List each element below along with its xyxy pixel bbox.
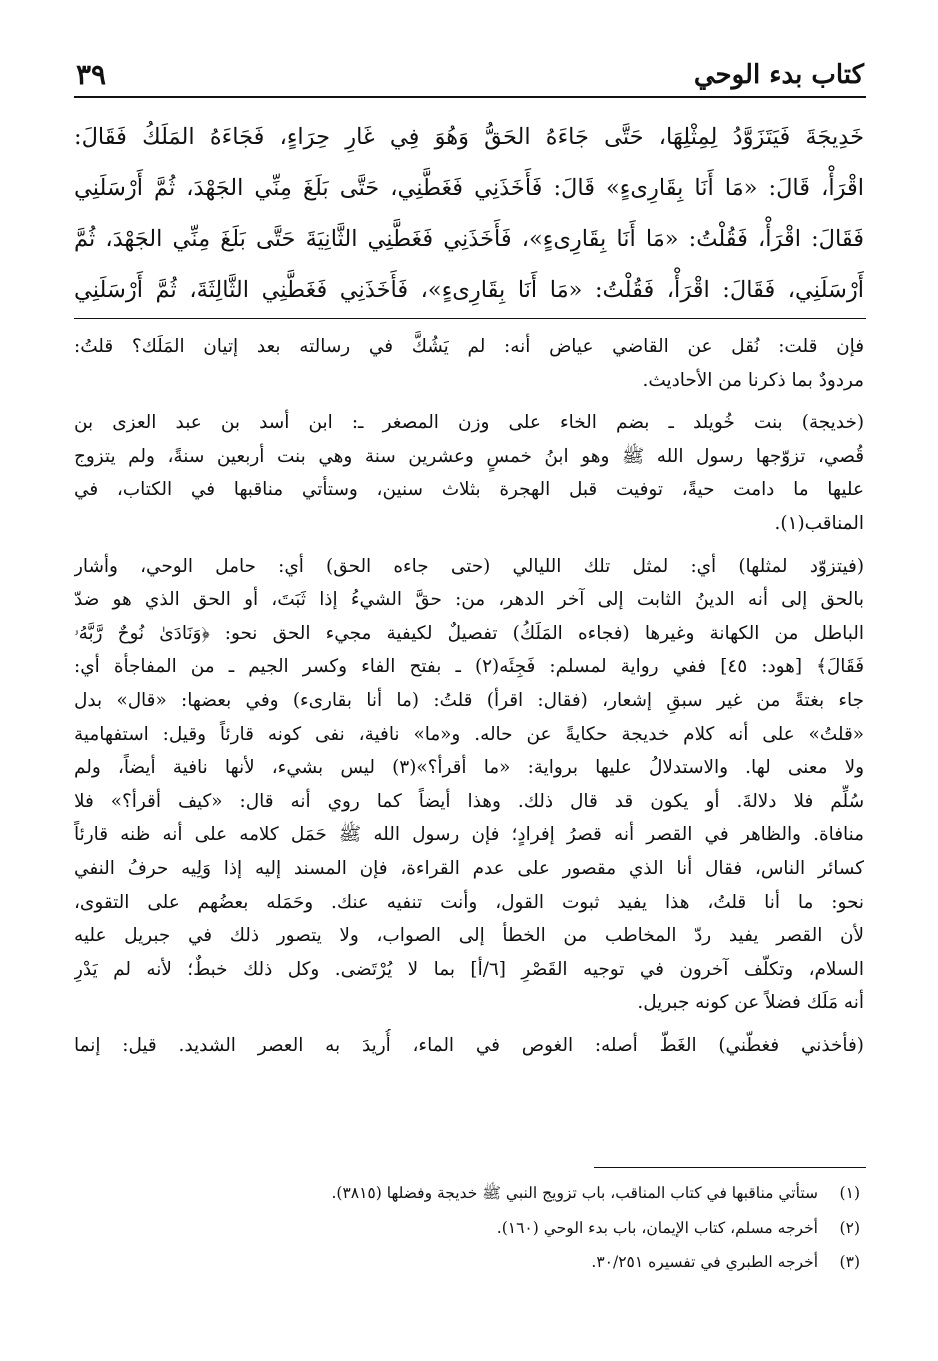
commentary-line: المناقب(١). <box>774 512 864 534</box>
commentary-line: بالحق إلى أنه الدينُ الثابت إلى آخر الدهر، من: حقَّ الشيءُ إذا ثَبَتَ، أو الحق الذي هو ضدّ <box>74 589 864 611</box>
hadith-text <box>74 112 864 316</box>
commentary-line: (فأخذني فغطّني) الغَطّ أصله: الغوص في الماء، أُريدَ به العصر الشديد. قيل: إنما <box>74 1034 864 1056</box>
commentary-line: السلام، وتكلّف آخرون في توجيه القَصْرِ [٦/أ] بما لا يُرْتَضى. وكل ذلك خبطٌ؛ لأنه لم يَدْرِ <box>74 958 864 980</box>
text-commentary-divider <box>74 318 866 319</box>
commentary-line: مردودٌ بما ذكرنا من الأحاديث. <box>642 369 864 391</box>
footnote-divider <box>594 1167 866 1168</box>
commentary-paragraph <box>74 330 864 397</box>
footnote <box>74 1211 860 1246</box>
running-head <box>76 52 864 92</box>
commentary-line: كسائر الناس، فقال أنا الذي مقصور على عدم القراءة، فإن المسند إليه إذا وَلِيه حرفُ النفي <box>74 857 864 879</box>
commentary-line: ولا معنى لها. والاستدلالُ عليها برواية: «ما أقرأ؟»(٣) ليس بشيء، لأنها نافية أيضاً، ولم <box>74 757 864 779</box>
footnote <box>74 1245 860 1280</box>
hadith-line: اقْرَأْ، قَالَ: «مَا أَنَا بِقَارِىءٍ» قَالَ: فَأَخَذَنِي فَغَطَّنِي، حَتَّى بَلَغَ مِنِّي الجَهْدَ، ثُمَّ أَرْسَلَنِي <box>74 175 864 201</box>
footnote-text: ستأتي مناقبها في كتاب المناقب، باب تزويج النبي ﷺ خديجة وفضلها (٣٨١٥). <box>331 1184 818 1202</box>
commentary-line: (خديجة) بنت خُويلد ـ بضم الخاء على وزن المصغر ـ: ابن أسد بن عبد العزى بن <box>74 412 864 434</box>
commentary-paragraph <box>74 406 864 540</box>
commentary-line: الباطل من الكهانة وغيرها (فجاءه المَلَكُ) تفصيلٌ لكيفية مجيء الحق نحو: ﴿وَنَادَىٰ نُوحٌ رَّبَّهُۥ <box>74 622 864 644</box>
commentary-line: فَقَالَ﴾ [هود: ٤٥] ففي رواية لمسلم: فَجِئَه(٢) ـ بفتح الفاء وكسر الجيم ـ من المفاجأة أي: <box>74 656 864 678</box>
commentary <box>74 330 864 1071</box>
commentary-line: منافاة. والظاهر في القصر أنه قصرُ إفرادٍ؛ فإن رسول الله ﷺ حَمَل كلامه على أنه ظنه قارئاً <box>74 824 864 846</box>
commentary-line: أنه مَلَك فضلاً عن كونه جبريل. <box>637 992 864 1014</box>
footnote-number: (١) <box>839 1184 860 1202</box>
footnote-number: (٢) <box>839 1218 860 1237</box>
commentary-line: فإن قلت: نُقل عن القاضي عياض أنه: لم يَشُكَّ في رسالته بعد إتيان المَلَك؟ قلتُ: <box>74 336 864 357</box>
hadith-line: أَرْسَلَنِي، فَقَالَ: اقْرَأْ، فَقُلْتُ: «مَا أَنَا بِقَارِىءٍ»، فَأَخَذَنِي فَغَطَّنِي الثَّالِثَةَ، ثُمَّ أَرْسَلَنِي <box>74 277 864 303</box>
commentary-line: لأن القصر يفيد ردّ المخاطب من الخطأ إلى الصواب، ولا يتصور ذلك في جبريل عليه <box>74 925 864 947</box>
commentary-line: «قلتُ» على أنه كلام خديجة حكايةً عن حاله. و«ما» نافية، نفى كونه قارئاً وقيل: استفهامية <box>74 723 864 745</box>
commentary-line: نحو: ما أنا قلتُ، هذا يفيد ثبوت القول، وأنت تنفيه عنك. وحَمَله بعضُهم على التقوى، <box>74 891 864 913</box>
commentary-line: جاء بغتةً من غير سبقِ إشعار، (فقال: اقرأ) قلتُ: (ما أنا بقارىء) وفي بعضها: «قال» بدل <box>74 689 864 711</box>
commentary-line: (فيتزوّد لمثلها) أي: لمثل تلك الليالي (حتى جاءه الحق) أي: حامل الوحي، وأشار <box>74 555 864 577</box>
book-title: كتاب بدء الوحي <box>693 60 864 90</box>
footnote-text: أخرجه مسلم، كتاب الإيمان، باب بدء الوحي (١٦٠). <box>496 1218 818 1237</box>
footnotes <box>74 1176 860 1280</box>
footnote-text: أخرجه الطبري في تفسيره ٣٠/٢٥١. <box>591 1253 818 1271</box>
commentary-line: قُصي، تزوّجها رسول الله ﷺ وهو ابنُ خمسٍ وعشرين سنة وهي بنت أربعين سنةً، ولم يتزوج <box>74 445 864 467</box>
commentary-paragraph <box>74 1029 864 1063</box>
hadith-line: فَقَالَ: اقْرَأْ، فَقُلْتُ: «مَا أَنَا بِقَارِىءٍ»، فَأَخَذَنِي فَغَطَّنِي الثَّانِيَةَ حَتَّى بَلَغَ مِنِّي الجَهْدَ، ثُمَّ <box>74 226 864 252</box>
commentary-line: عليها ما دامت حيةً، توفيت قبل الهجرة بثلاث سنين، وستأتي مناقبها في الكتاب، في <box>74 479 864 501</box>
hadith-line: خَدِيجَةَ فَيَتَزَوَّدُ لِمِثْلِهَا، حَتَّى جَاءَهُ الحَقُّ وَهُوَ فِي غَارِ حِرَاءٍ، فَجَاءَهُ المَلَكُ فَقَالَ: <box>74 124 864 150</box>
footnote <box>74 1176 860 1211</box>
header-divider <box>74 96 866 98</box>
commentary-paragraph <box>74 550 864 1020</box>
commentary-line: سُلِّم فلا دلالةَ. أو يكون قد قال ذلك. وهذا أيضاً كما روي أنه قال: «كيف أقرأ؟» فلا <box>74 790 864 812</box>
page-number: ٣٩ <box>76 58 107 91</box>
footnote-number: (٣) <box>839 1253 860 1271</box>
